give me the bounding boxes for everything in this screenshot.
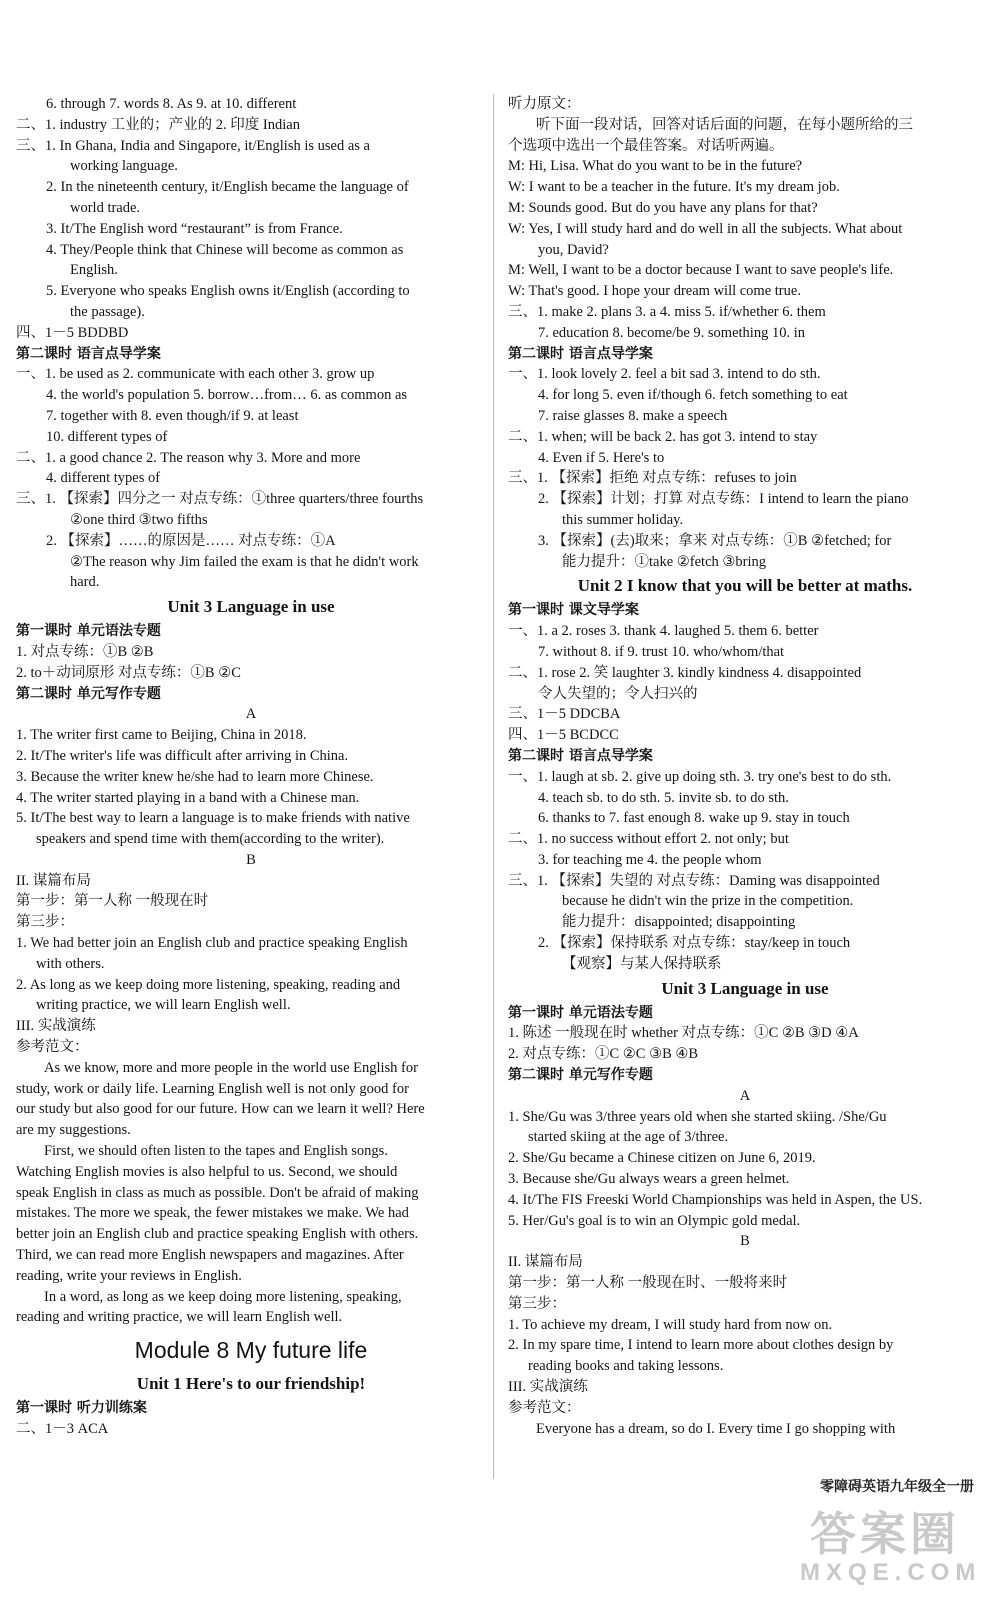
text-line: W: I want to be a teacher in the future. It's my dream job. (508, 179, 840, 196)
text-line: 1. She/Gu was 3/three years old when she started skiing. /She/Gu (508, 1108, 887, 1125)
text-line: A (739, 1087, 751, 1104)
module-heading: Module 8 My future life (134, 1337, 368, 1364)
text-line: 一、1. look lovely 2. feel a bit sad 3. intend to do sth. (508, 366, 821, 383)
text-line: because he didn't win the prize in the competition. (562, 893, 854, 910)
text-line: 一、1. a 2. roses 3. thank 4. laughed 5. them 6. better (508, 623, 819, 640)
text-line: 3. It/The English word “restaurant” is from France. (46, 220, 343, 237)
text-line: 4. The writer started playing in a band with a Chinese man. (16, 789, 360, 806)
text-line: 四、1－5 BDDBD (16, 324, 129, 341)
text-line: 4. different types of (46, 470, 161, 487)
text-line: 3. Because the writer knew he/she had to learn more Chinese. (16, 768, 374, 785)
text-line: III. 实战演练 (16, 1018, 96, 1035)
text-line: 三、1. 【探索】四分之一 对点专练：①three quarters/three fourths (16, 491, 424, 508)
text-line: 第三步： (16, 914, 74, 931)
text-line: are my suggestions. (16, 1122, 131, 1139)
text-line: In a word, as long as we keep doing more listening, speaking, (44, 1288, 402, 1305)
text-line: our study but also good for our future. How can we learn it well? Here (16, 1101, 425, 1118)
text-line: 第一步：第一人称 一般现在时、一般将来时 (508, 1275, 788, 1292)
text-line: II. 谋篇布局 (508, 1254, 583, 1271)
text-line: Everyone has a dream, so do I. Every time I go shopping with (536, 1420, 896, 1437)
lesson-heading: 第二课时 单元写作专题 (16, 685, 161, 702)
text-line: 2. In my spare time, I intend to learn more about clothes design by (508, 1337, 894, 1354)
text-line: 2. 【探索】计划；打算 对点专练：I intend to learn the piano (538, 491, 909, 508)
text-line: 三、1. 【探索】失望的 对点专练：Daming was disappointed (508, 872, 880, 889)
text-line: 4. They/People think that Chinese will become as common as (46, 241, 404, 258)
text-line: 6. thanks to 7. fast enough 8. wake up 9. stay in touch (538, 810, 850, 827)
text-line: 2. 【探索】保持联系 对点专练：stay/keep in touch (538, 935, 851, 952)
text-line: 【观察】与某人保持联系 (562, 955, 722, 972)
column-divider (493, 94, 494, 1479)
text-line: speak English in class as much as possible. Don't be afraid of making (16, 1184, 419, 1201)
text-line: 1. We had better join an English club and practice speaking English (16, 935, 408, 952)
text-line: 2. She/Gu became a Chinese citizen on June 6, 2019. (508, 1150, 816, 1167)
text-line: 能力提升：disappointed; disappointing (562, 914, 796, 931)
text-line: 第一步：第一人称 一般现在时 (16, 893, 209, 910)
lesson-heading: 第一课时 听力训练案 (16, 1400, 147, 1417)
text-line: English. (70, 262, 118, 279)
text-line: 2. 对点专练：①C ②C ③B ④B (508, 1046, 699, 1063)
text-line: First, we should often listen to the tapes and English songs. (44, 1143, 388, 1160)
text-line: 二、1－3 ACA (16, 1421, 109, 1438)
text-line: hard. (70, 574, 100, 591)
text-line: reading books and taking lessons. (528, 1358, 724, 1375)
text-line: 一、1. laugh at sb. 2. give up doing sth. 3. try one's best to do sth. (508, 768, 892, 785)
left-column (16, 94, 486, 1440)
text-line: 4. the world's population 5. borrow…from… 6. as common as (46, 387, 408, 404)
lesson-heading: 第二课时 单元写作专题 (508, 1067, 653, 1084)
text-line: 2. It/The writer's life was difficult after arriving in China. (16, 747, 349, 764)
text-line: 7. without 8. if 9. trust 10. who/whom/that (538, 643, 785, 660)
text-line: 7. education 8. become/be 9. something 10. in (538, 324, 805, 341)
text-line: 参考范文： (508, 1399, 581, 1416)
text-line: 5. Her/Gu's goal is to win an Olympic gold medal. (508, 1212, 801, 1229)
text-line: 第三步： (508, 1295, 566, 1312)
text-line: 三、1－5 DDCBA (508, 706, 621, 723)
text-line: 5. It/The best way to learn a language is to make friends with native (16, 810, 410, 827)
lesson-heading: 第一课时 单元语法专题 (16, 623, 161, 640)
text-line: 二、1. rose 2. 笑 laughter 3. kindly kindness 4. disappointed (508, 664, 862, 681)
text-line: 三、1. In Ghana, India and Singapore, it/English is used as a (16, 137, 370, 154)
text-line: this summer holiday. (562, 511, 684, 528)
unit-heading: Unit 3 Language in use (661, 978, 829, 998)
text-line: 4. teach sb. to do sth. 5. invite sb. to do sth. (538, 789, 789, 806)
text-line: 1. To achieve my dream, I will study hard from now on. (508, 1316, 833, 1333)
text-line: ②one third ③two fifths (70, 511, 208, 528)
text-line: B (246, 851, 256, 868)
text-line: 4. It/The FIS Freeski World Championships was held in Aspen, the US. (508, 1191, 923, 1208)
text-line: with others. (36, 955, 105, 972)
text-line: 1. 对点专练：①B ②B (16, 643, 154, 660)
unit-heading: Unit 1 Here's to our friendship! (136, 1374, 366, 1394)
text-line: 7. together with 8. even though/if 9. at least (46, 407, 299, 424)
text-line: 2. In the nineteenth century, it/English became the language of (46, 179, 409, 196)
text-line: 二、1. no success without effort 2. not only; but (508, 831, 789, 848)
text-line: study, work or daily life. Learning English well is not only good for (16, 1080, 409, 1097)
lesson-heading: 第一课时 单元语法专题 (508, 1004, 653, 1021)
text-line: 三、1. make 2. plans 3. a 4. miss 5. if/whether 6. them (508, 303, 826, 320)
text-line: reading, write your reviews in English. (16, 1267, 242, 1284)
text-line: better join an English club and practice speaking English with others. (16, 1226, 419, 1243)
text-line: started skiing at the age of 3/three. (528, 1129, 729, 1146)
watermark-text: 答案圈 (810, 1508, 960, 1560)
watermark-logo (800, 1508, 982, 1590)
text-line: 1. 陈述 一般现在时 whether 对点专练：①C ②B ③D ④A (508, 1025, 859, 1042)
text-line: 1. The writer first came to Beijing, China in 2018. (16, 727, 307, 744)
text-line: 2. As long as we keep doing more listening, speaking, reading and (16, 976, 401, 993)
text-line: reading and writing practice, we will learn English well. (16, 1309, 343, 1326)
text-line: 听力原文： (508, 96, 581, 112)
text-line: 3. Because she/Gu always wears a green helmet. (508, 1171, 790, 1188)
watermark-url: MXQE.COM (800, 1559, 982, 1586)
text-line: 2. 【探索】……的原因是…… 对点专练：①A (46, 532, 336, 549)
right-column (508, 94, 982, 1439)
text-line: M: Sounds good. But do you have any plans for that? (508, 199, 818, 216)
text-line: 个选项中选出一个最佳答案。对话听两遍。 (508, 137, 784, 154)
text-line: 二、1. when; will be back 2. has got 3. intend to stay (508, 428, 818, 445)
text-line: 10. different types of (46, 428, 168, 445)
text-line: world trade. (70, 199, 141, 216)
text-line: working language. (70, 158, 178, 175)
text-line: M: Well, I want to be a doctor because I want to save people's life. (508, 262, 894, 279)
text-line: 3. for teaching me 4. the people whom (538, 851, 762, 868)
text-line: speakers and spend time with them(according to the writer). (36, 831, 385, 848)
unit-heading: Unit 3 Language in use (167, 597, 335, 617)
lesson-heading: 第二课时 语言点导学案 (508, 345, 653, 362)
text-line: A (245, 706, 257, 723)
text-line: As we know, more and more people in the world use English for (44, 1059, 418, 1076)
text-line: 四、1－5 BCDCC (508, 727, 619, 744)
text-line: 二、1. industry 工业的；产业的 2. 印度 Indian (16, 116, 300, 133)
text-line: 4. for long 5. even if/though 6. fetch something to eat (538, 387, 848, 404)
text-line: 三、1. 【探索】拒绝 对点专练：refuses to join (508, 470, 797, 487)
text-line: Third, we can read more English newspapers and magazines. After (16, 1247, 404, 1264)
text-line: 4. Even if 5. Here's to (538, 449, 665, 466)
text-line: III. 实战演练 (508, 1379, 588, 1396)
text-line: 6. through 7. words 8. As 9. at 10. different (46, 96, 297, 112)
text-line: B (740, 1233, 750, 1250)
text-line: 2. to＋动词原形 对点专练：①B ②C (16, 664, 241, 681)
text-line: Watching English movies is also helpful to us. Second, we should (16, 1163, 398, 1180)
text-line: 令人失望的；令人扫兴的 (538, 685, 698, 702)
text-line: M: Hi, Lisa. What do you want to be in the future? (508, 158, 803, 175)
text-line: 参考范文： (16, 1039, 89, 1056)
lesson-heading: 第二课时 语言点导学案 (508, 747, 653, 764)
text-line: 7. raise glasses 8. make a speech (538, 407, 728, 424)
lesson-heading: 第二课时 语言点导学案 (16, 345, 161, 362)
text-line: 5. Everyone who speaks English owns it/English (according to (46, 283, 410, 300)
text-line: ②The reason why Jim failed the exam is that he didn't work (70, 553, 419, 570)
unit-heading: Unit 2 I know that you will be better at maths. (577, 576, 913, 596)
text-line: W: That's good. I hope your dream will come true. (508, 283, 801, 300)
text-line: 3. 【探索】(去)取来；拿来 对点专练：①B ②fetched; for (538, 532, 892, 549)
text-line: 听下面一段对话，回答对话后面的问题，在每小题所给的三 (536, 116, 913, 133)
text-line: mistakes. The more we speak, the fewer mistakes we make. We had (16, 1205, 409, 1222)
lesson-heading: 第一课时 课文导学案 (508, 602, 639, 619)
text-line: you, David? (538, 241, 609, 258)
text-line: writing practice, we will learn English well. (36, 997, 291, 1014)
text-line: II. 谋篇布局 (16, 872, 91, 889)
book-title-footer: 零障碍英语九年级全一册 (820, 1479, 974, 1495)
text-line: the passage). (70, 303, 145, 320)
text-line: 能力提升：①take ②fetch ③bring (562, 553, 766, 570)
text-line: W: Yes, I will study hard and do well in all the subjects. What about (508, 220, 903, 237)
text-line: 一、1. be used as 2. communicate with each other 3. grow up (16, 366, 375, 383)
text-line: 二、1. a good chance 2. The reason why 3. More and more (16, 449, 361, 466)
